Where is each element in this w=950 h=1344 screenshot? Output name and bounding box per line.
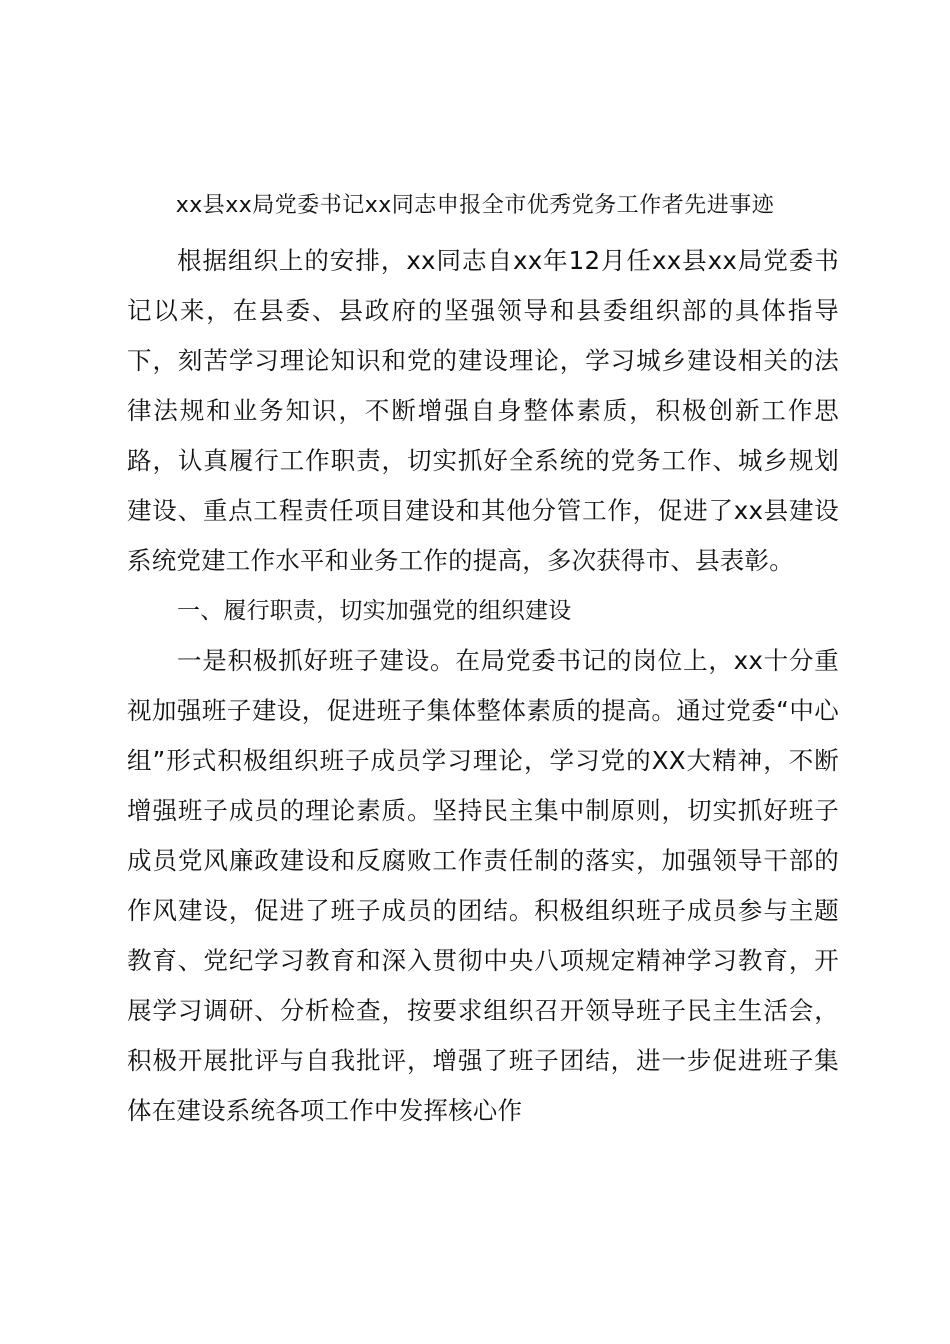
- document-title: xx县xx局党委书记xx同志申报全市优秀党务工作者先进事迹: [175, 193, 775, 218]
- document-body: [127, 236, 839, 1136]
- section-heading: 一、履行职责，切实加强党的组织建设: [177, 598, 572, 624]
- intro-paragraph: 根据组织上的安排，xx同志自xx年12月任xx县xx局党委书记以来，在县委、县政府的坚强领导和县委组织部的具体指导下，刻苦学习理论知识和党的建设理论，学习城乡建设相关的法律法规和业务知识，不断增强自身整体素质，积极创新工作思路，认真履行工作职责，切实抓好全系统的党务工作、城乡规划建设、重点工程责任项目建设和其他分管工作，促进了xx县建设系统党建工作水平和业务工作的提高，多次获得市、县表彰。: [127, 246, 839, 575]
- body-paragraph: 一是积极抓好班子建设。在局党委书记的岗位上，xx十分重视加强班子建设，促进班子集体整体素质的提高。通过党委“中心组”形式积极组织班子成员学习理论，学习党的XX大精神，不断增强班子成员的理论素质。坚持民主集中制原则，切实抓好班子成员党风廉政建设和反腐败工作责任制的落实，加强领导干部的作风建设，促进了班子成员的团结。积极组织班子成员参与主题教育、党纪学习教育和深入贯彻中央八项规定精神学习教育，开展学习调研、分析检查，按要求组织召开领导班子民主生活会，积极开展批评与自我批评，增强了班子团结，进一步促进班子集体在建设系统各项工作中发挥核心作: [127, 646, 839, 1125]
